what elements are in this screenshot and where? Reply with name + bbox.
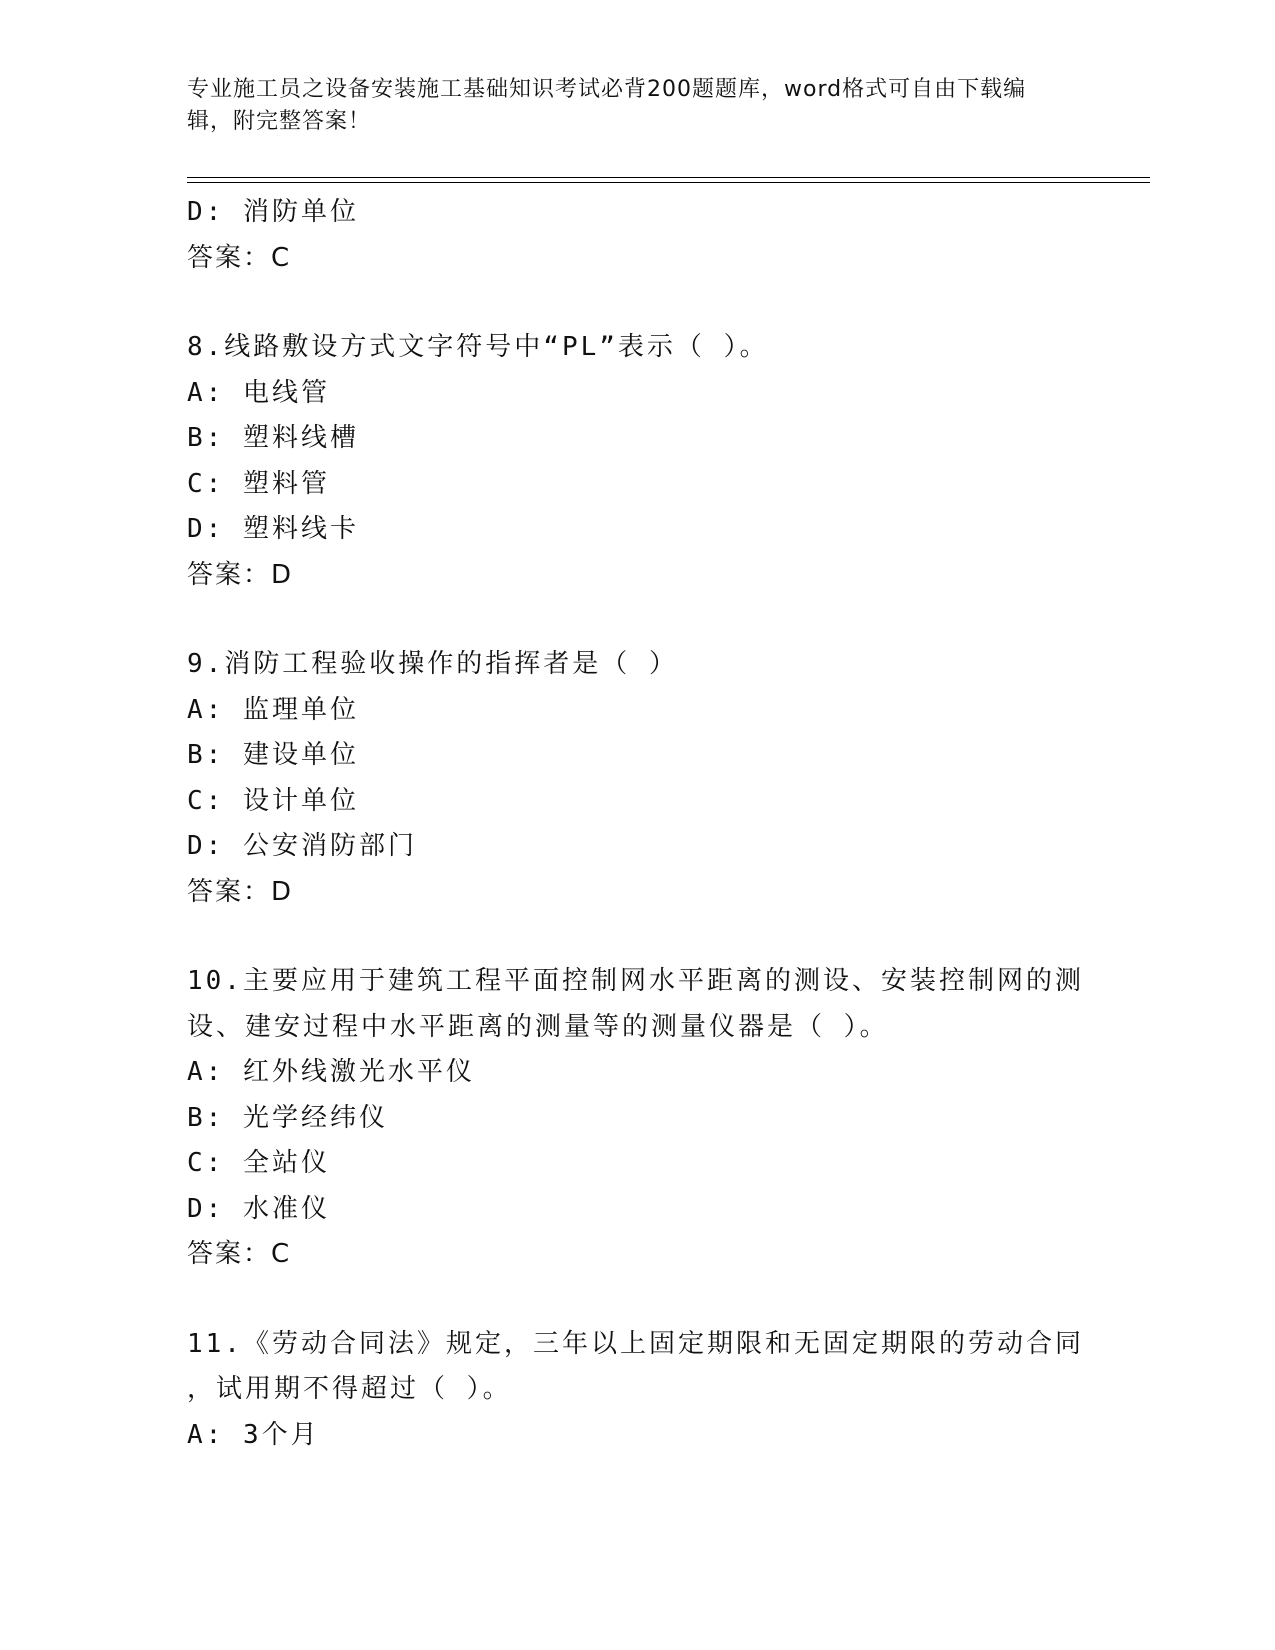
question-9 — [187, 642, 1087, 915]
option-b: B: 光学经纬仪 — [187, 1102, 388, 1133]
question-stem-line-2: 设、建安过程中水平距离的测量等的测量仪器是（ ）。 — [187, 1011, 889, 1042]
question-stem-line-1: 11.《劳动合同法》规定，三年以上固定期限和无固定期限的劳动合同 — [187, 1328, 1084, 1359]
document-title: 专业施工员之设备安装施工基础知识考试必背200题题库，word格式可自由下载编辑，附完整答案！ — [187, 77, 1027, 134]
header-rule-bottom — [187, 182, 1150, 183]
option-c: C: 全站仪 — [187, 1148, 330, 1178]
option-a: A: 3个月 — [187, 1419, 320, 1450]
answer-line: 答案：D — [187, 559, 294, 590]
question-10 — [187, 959, 1087, 1278]
option-a: A: 电线管 — [187, 377, 330, 408]
option-d: D: 公安消防部门 — [187, 831, 417, 861]
question-stem-line-2: ，试用期不得超过（ ）。 — [187, 1374, 512, 1404]
option-c: C: 设计单位 — [187, 785, 359, 816]
answer-line: 答案：C — [187, 1239, 292, 1269]
question-stem: 9.消防工程验收操作的指挥者是（ ） — [187, 649, 678, 679]
question-8 — [187, 325, 1087, 598]
header-rule-top — [187, 177, 1150, 178]
option-d: D: 水准仪 — [187, 1193, 330, 1224]
answer-line: 答案：C — [187, 242, 292, 273]
question-stem-line-1: 10.主要应用于建筑工程平面控制网水平距离的测设、安装控制网的测 — [187, 966, 1084, 996]
option-d: D: 塑料线卡 — [187, 514, 359, 544]
option-d: D: 消防单位 — [187, 197, 359, 227]
previous-question-tail — [187, 190, 1087, 281]
document-header — [187, 74, 1067, 138]
document-body — [187, 190, 1087, 1458]
answer-line: 答案：D — [187, 876, 294, 907]
option-b: B: 塑料线槽 — [187, 423, 359, 453]
question-stem: 8.线路敷设方式文字符号中“PL”表示（ ）。 — [187, 332, 769, 362]
option-a: A: 监理单位 — [187, 694, 359, 725]
option-b: B: 建设单位 — [187, 740, 359, 770]
option-c: C: 塑料管 — [187, 468, 330, 499]
question-11 — [187, 1322, 1087, 1459]
option-a: A: 红外线激光水平仪 — [187, 1057, 475, 1087]
